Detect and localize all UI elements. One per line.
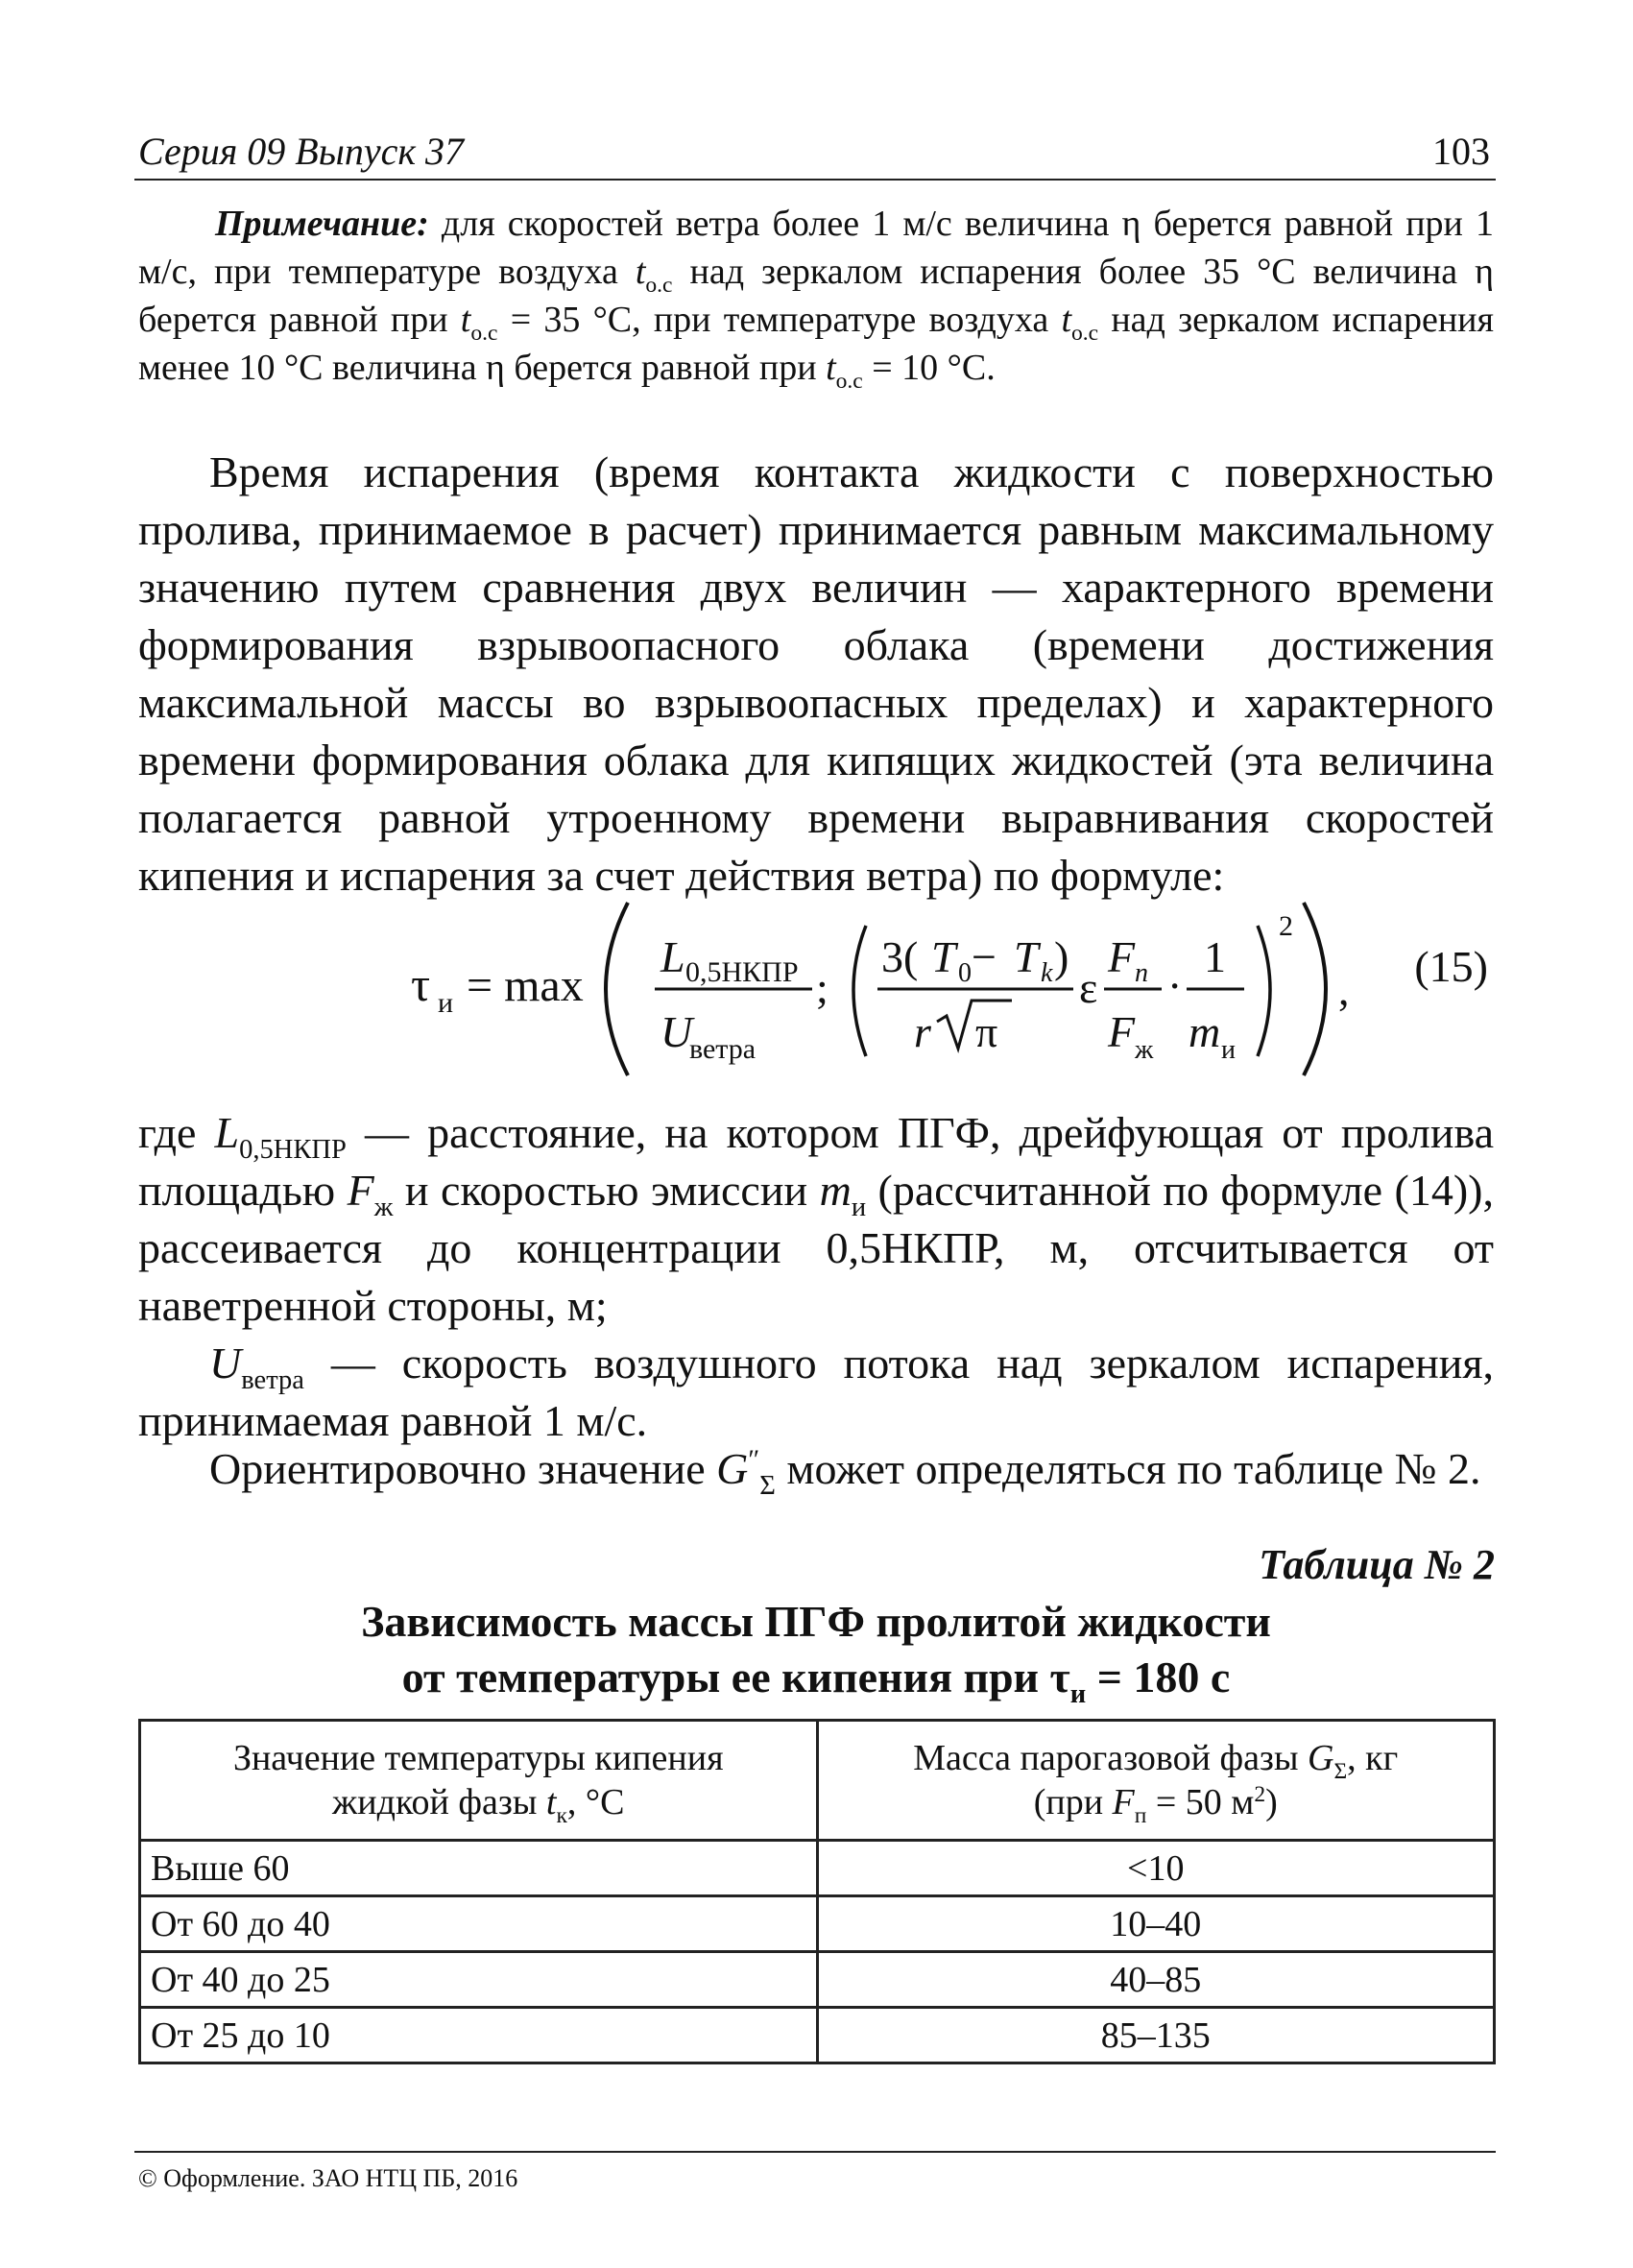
col2-head-2b: = 50 м: [1146, 1782, 1255, 1822]
formula-r: r: [914, 1007, 931, 1056]
col-header-temperature: [140, 1721, 818, 1841]
cell-temperature: От 60 до 40: [140, 1896, 818, 1952]
col2-G-symbol: G: [1307, 1738, 1334, 1778]
ref-text-1: Ориентировочно значение: [209, 1444, 717, 1493]
series-label: Серия 09 Выпуск 37: [138, 130, 465, 173]
wind-speed-paragraph: [138, 1335, 1494, 1450]
formula-close: ): [1054, 932, 1069, 981]
big-left-paren: [606, 903, 628, 1075]
formula-Fn-sub: п: [1135, 958, 1148, 988]
L-symbol: L: [214, 1108, 240, 1157]
copyright-footer: © Оформление. ЗАО НТЦ ПБ, 2016: [138, 2164, 518, 2192]
note-text-4: над зеркалом испарения менее 10 °С величина η берется равной при: [138, 300, 1494, 388]
note-text-5: = 10 °С.: [862, 348, 996, 388]
formula-number: (15): [1414, 942, 1488, 991]
G-symbol: G: [716, 1444, 749, 1493]
note-text-2: над зеркалом испарения более 35 °С величина η берется равной при: [138, 252, 1494, 340]
formula-square: 2: [1279, 910, 1293, 942]
formula-15: [403, 893, 1488, 1085]
col2-G-sub: Σ: [1333, 1758, 1348, 1784]
sqrt-sign: [937, 1001, 1012, 1049]
m-subscript: и: [851, 1192, 867, 1222]
col2-sup: 2: [1254, 1782, 1266, 1808]
t-subscript: о.с: [1071, 320, 1099, 346]
ref-text-2: может определяться по таблице № 2.: [775, 1444, 1481, 1493]
cell-mass: <10: [817, 1841, 1495, 1896]
formula-tau: τ: [411, 957, 431, 1011]
formula-T0-sub: 0: [958, 958, 972, 988]
note-text-1: для скоростей ветра более 1 м/с величина η берется равной при 1 м/с, при температуре воздуха: [138, 204, 1494, 292]
wind-speed-text: — скорость воздушного потока над зеркалом испарения, принимаемая равной 1 м/с.: [138, 1339, 1494, 1445]
table-row: [140, 1896, 1495, 1952]
t-symbol: t: [826, 348, 836, 388]
table-title-line-2: [138, 1650, 1494, 1709]
col2-head-2a: (при: [1033, 1782, 1113, 1822]
table-row: [140, 1841, 1495, 1896]
col2-head-2c: ): [1265, 1782, 1278, 1822]
where-word: где: [138, 1108, 215, 1157]
col-header-mass: [817, 1721, 1495, 1841]
table-row: [140, 2008, 1495, 2063]
L-subscript: 0,5НКПР: [239, 1134, 347, 1165]
formula-eq-max: = max: [467, 960, 584, 1011]
m-symbol: m: [819, 1166, 852, 1215]
U-symbol: U: [209, 1339, 242, 1387]
formula-m-sub: и: [1221, 1035, 1236, 1065]
col2-F-symbol: F: [1112, 1782, 1135, 1822]
title-tau-sub: и: [1069, 1678, 1087, 1709]
inner-right-paren: [1258, 926, 1270, 1056]
formula-three-open: 3(: [881, 932, 919, 981]
col2-head-1a: Масса парогазовой фазы: [913, 1738, 1308, 1778]
page-number: 103: [1432, 130, 1490, 173]
formula-m: m: [1189, 1007, 1221, 1056]
where-text-1: — расстояние, на котором ПГФ, дрейфующая от пролива площадью: [138, 1108, 1494, 1215]
col1-head-line1: Значение температуры кипения: [232, 1738, 724, 1778]
U-subscript: ветра: [241, 1364, 304, 1395]
formula-eps: ε: [1079, 963, 1098, 1012]
formula-Fzh: F: [1108, 1007, 1136, 1056]
cell-mass: 40–85: [817, 1952, 1495, 2008]
col1-t-symbol: t: [545, 1782, 557, 1822]
t-subscript: о.с: [835, 368, 863, 394]
cell-temperature: От 40 до 25: [140, 1952, 818, 2008]
col2-head-line2: [827, 1780, 1486, 1828]
formula-dot: ·: [1167, 961, 1183, 1010]
formula-comma: ,: [1338, 965, 1350, 1014]
table-row: [140, 1952, 1495, 2008]
footer-divider: [134, 2151, 1496, 2153]
where-paragraph: [138, 1104, 1494, 1335]
col2-head-1b: , кг: [1347, 1738, 1399, 1778]
title-line-2a: от температуры ее кипения при τ: [401, 1653, 1070, 1701]
col1-t-sub: к: [556, 1802, 567, 1828]
formula-Tk-sub: k: [1041, 958, 1053, 988]
cell-temperature: От 25 до 10: [140, 2008, 818, 2063]
t-symbol: t: [460, 300, 471, 340]
t-symbol: t: [1061, 300, 1071, 340]
t-subscript: о.с: [470, 320, 498, 346]
col2-head-line1: [827, 1736, 1486, 1784]
boiling-temperature-table: [138, 1719, 1496, 2064]
formula-pi: π: [975, 1007, 998, 1056]
formula-minus: −: [972, 932, 997, 981]
col2-F-sub: п: [1134, 1802, 1147, 1828]
G-superscript: ″: [748, 1445, 760, 1476]
t-subscript: о.с: [645, 272, 673, 298]
where-text-3: (рассчитанной по формуле (14)), рассеивается до концентрации 0,5НКПР, м, отсчитывается от наветренной стороны, м;: [138, 1166, 1494, 1330]
title-line-2b: = 180 с: [1086, 1653, 1231, 1701]
formula-one: 1: [1204, 932, 1226, 981]
cell-mass: 10–40: [817, 1896, 1495, 1952]
G-subscript: Σ: [759, 1470, 776, 1501]
where-text-2: и скоростью эмиссии: [393, 1166, 820, 1215]
col1-head-line2: [149, 1780, 808, 1828]
cell-temperature: Выше 60: [140, 1841, 818, 1896]
table-title-line-1: Зависимость массы ПГФ пролитой жидкости: [361, 1597, 1271, 1646]
col1-head-2a: жидкой фазы: [332, 1782, 546, 1822]
table-title: [138, 1594, 1494, 1709]
t-symbol: t: [635, 252, 646, 292]
note-paragraph: [138, 200, 1494, 392]
formula-semicolon: ;: [816, 963, 829, 1012]
formula-Fzh-sub: ж: [1135, 1035, 1154, 1065]
formula-L-sub: 0,5НКПР: [685, 956, 799, 988]
evaporation-time-paragraph: Время испарения (время контакта жидкости с поверхностью пролива, принимаемое в расчет) принимается равным максимальному значению путем сравнения двух величин — характерного времени формирования взрывоопасного облака (времени достижения максимальной массы во взрывоопасных пределах) и характерного времени формирования облака для кипящих жидкостей (эта величина полагается равной утроенному времени выравнивания скоростей кипения и испарения за счет действия ветра) по формуле:: [138, 447, 1494, 900]
F-symbol: F: [347, 1166, 374, 1215]
formula-svg: [403, 893, 1488, 1085]
note-label: Примечание:: [215, 204, 429, 244]
note-text-3: = 35 °С, при температуре воздуха: [497, 300, 1062, 340]
table-label: Таблица № 2: [1259, 1541, 1495, 1588]
formula-tau-sub: и: [438, 987, 454, 1019]
formula-U-sub: ветра: [689, 1033, 756, 1065]
formula-L: L: [660, 932, 685, 981]
formula-T0: T: [931, 932, 956, 981]
formula-Fn: F: [1108, 932, 1136, 981]
big-right-paren: [1304, 903, 1326, 1075]
F-subscript: ж: [373, 1192, 394, 1222]
cell-mass: 85–135: [817, 2008, 1495, 2063]
page-header: [134, 123, 1496, 181]
col1-head-2b: , °С: [566, 1782, 625, 1822]
table-header-row: [140, 1721, 1495, 1841]
formula-Tk: T: [1014, 932, 1039, 981]
inner-left-paren: [853, 926, 866, 1056]
formula-U: U: [660, 1007, 693, 1056]
table-reference-paragraph: [138, 1440, 1494, 1501]
